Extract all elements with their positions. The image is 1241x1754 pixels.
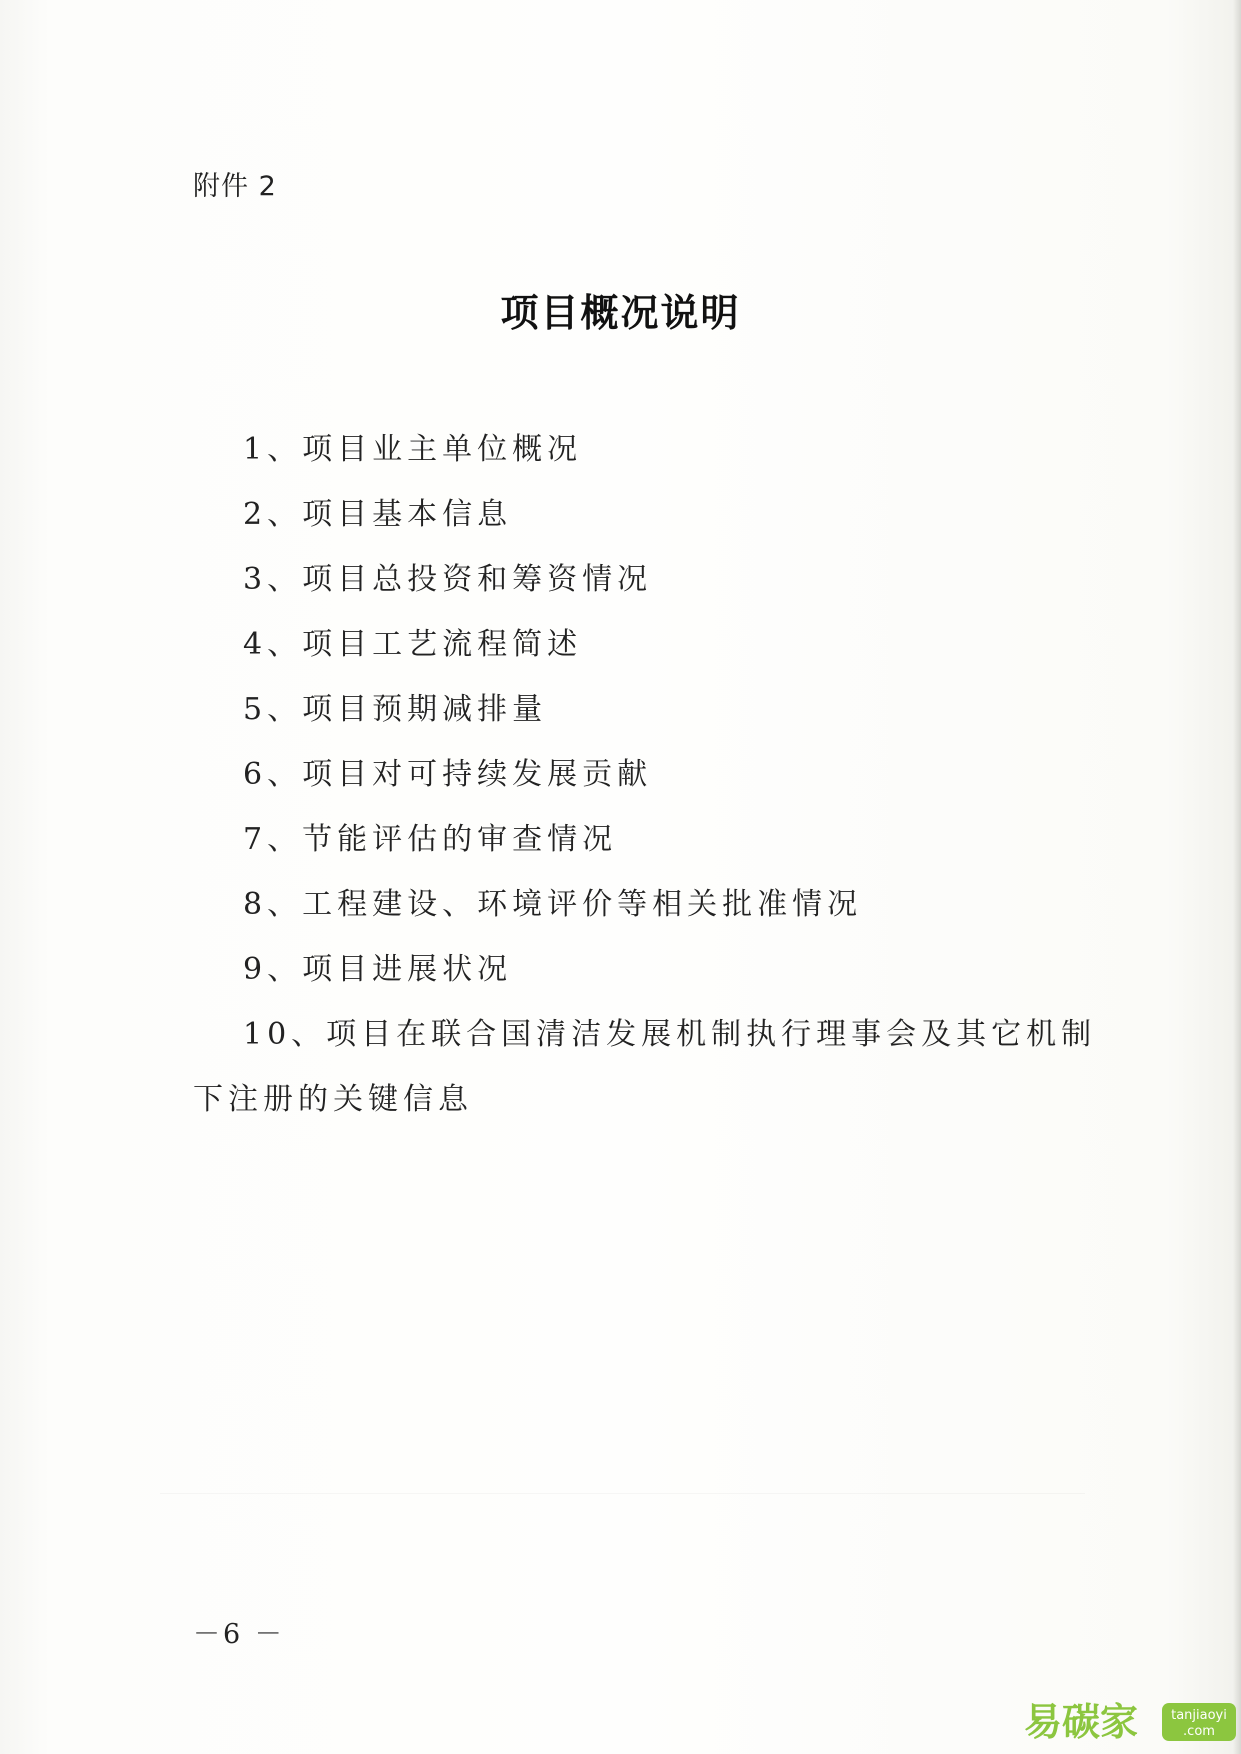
logo-brand-text: 易碳家 — [1024, 1700, 1139, 1744]
list-item: 5、项目预期减排量 — [243, 692, 548, 727]
list-item: 9、项目进展状况 — [243, 952, 513, 987]
list-item: 2、项目基本信息 — [243, 497, 513, 532]
footer-rule — [160, 1493, 1085, 1494]
list-item: 6、项目对可持续发展贡献 — [243, 757, 653, 792]
document-title: 项目概况说明 — [500, 291, 741, 335]
logo-domain-line2: .com — [1183, 1724, 1215, 1739]
list-item: 4、项目工艺流程简述 — [243, 627, 583, 662]
attachment-label: 附件 2 — [193, 171, 277, 202]
list-item: 1、项目业主单位概况 — [243, 432, 583, 467]
list-item: 10、项目在联合国清洁发展机制执行理事会及其它机制 — [243, 1017, 1097, 1052]
logo-domain-line1: tanjiaoyi — [1171, 1708, 1227, 1723]
page-edge-shadow — [1233, 0, 1241, 1754]
tanjiaoyi-logo-watermark — [1016, 1691, 1241, 1754]
list-item: 3、项目总投资和筹资情况 — [243, 562, 653, 597]
page-number: －6 － — [193, 1619, 285, 1650]
list-item: 8、工程建设、环境评价等相关批准情况 — [243, 887, 863, 922]
list-item-continuation: 下注册的关键信息 — [193, 1082, 473, 1117]
list-item: 7、节能评估的审查情况 — [243, 822, 618, 857]
